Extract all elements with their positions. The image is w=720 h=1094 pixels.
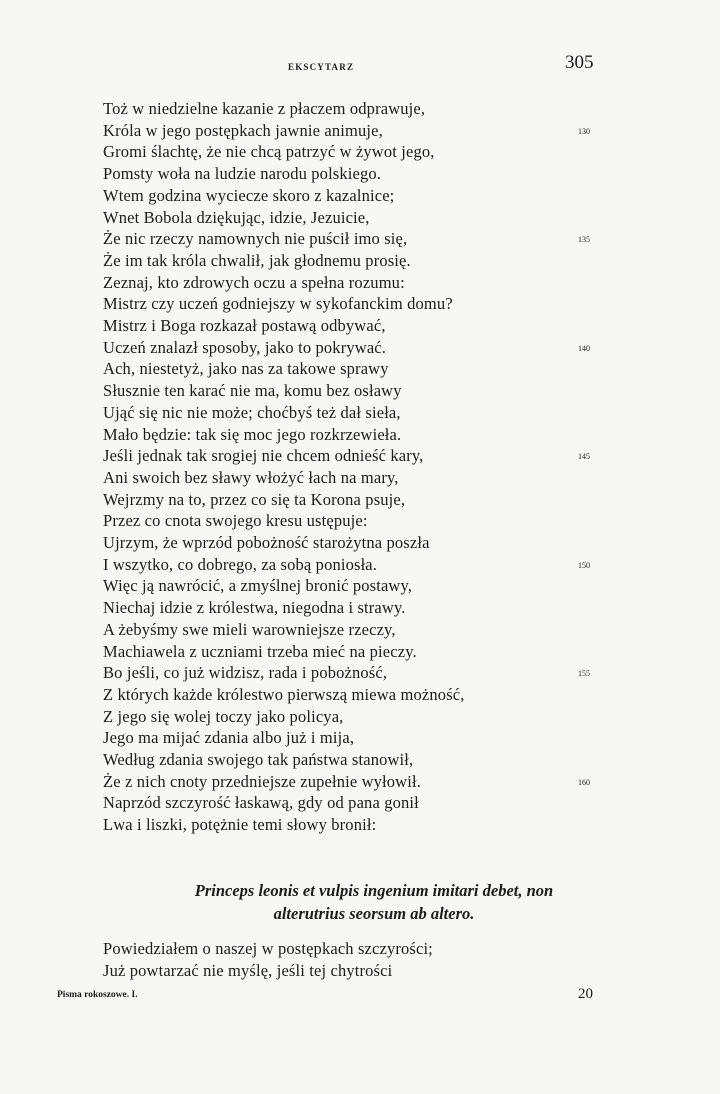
sheet-signature: Pisma rokoszowe. I. — [57, 990, 138, 1000]
verse-line: Króla w jego postępkach jawnie animuje, — [103, 120, 383, 140]
verse-line: Wejrzmy na to, przez co się ta Korona psuje, — [103, 489, 406, 509]
verse-line: Z jego się wolej toczy jako policya, — [103, 706, 344, 726]
verse-line: Wnet Bobola dziękując, idzie, Jezuicie, — [103, 207, 370, 227]
verse-line: Mało będzie: tak się moc jego rozkrzewieła. — [103, 424, 402, 444]
page-number: 305 — [565, 52, 594, 73]
verse-line: Bo jeśli, co już widzisz, rada i pobożność, — [103, 663, 388, 683]
verse-line: Że z nich cnoty przedniejsze zupełnie wyłowił. — [103, 771, 421, 791]
line-number: 155 — [578, 669, 590, 679]
line-number: 130 — [578, 126, 590, 136]
verse-line: Słusznie ten karać nie ma, komu bez osławy — [103, 381, 402, 401]
line-number: 145 — [578, 452, 590, 462]
verse-line: Wtem godzina wyciecze skoro z kazalnice; — [103, 185, 395, 205]
verse-line: Uczeń znalazł sposoby, jako to pokrywać. — [103, 337, 387, 357]
verse-line: Jeśli jednak tak srogiej nie chcem odnieść kary, — [103, 446, 424, 466]
verse-line: Lwa i liszki, potężnie temi słowy bronił: — [103, 815, 377, 835]
verse-line: Z których każde królestwo pierwszą miewa możność, — [103, 684, 465, 704]
sheet-number: 20 — [578, 986, 593, 1002]
line-number: 140 — [578, 343, 590, 353]
verse-line: Naprzód szczyrość łaskawą, gdy od pana gonił — [103, 793, 419, 813]
line-number: 160 — [578, 777, 590, 787]
verse-line: Mistrz i Boga rozkazał postawą odbywać, — [103, 316, 386, 335]
verse-line: A żebyśmy swe mieli warowniejsze rzeczy, — [103, 619, 396, 639]
verse-line: Ująć się nic nie może; choćbyś też dał sieła, — [103, 402, 401, 422]
verse-line: Ujrzym, że wprzód pobożność starożytna poszła — [103, 533, 430, 552]
running-head: EKSCYTARZ — [288, 62, 355, 72]
verse-line: Ani swoich bez sławy włożyć łach na mary, — [103, 467, 399, 487]
latin-heading-line-2: alterutrius seorsum ab altero. — [273, 904, 475, 923]
verse-line: Przez co cnota swojego kresu ustępuje: — [103, 511, 368, 531]
verse-line: Już powtarzać nie myślę, jeśli tej chytrości — [103, 960, 393, 980]
verse-line: Ach, niestetyż, jako nas za takowe sprawy — [103, 359, 389, 379]
latin-heading-line-1: Princeps leonis et vulpis ingenium imitari debet, non — [194, 881, 554, 900]
verse-line: Niechaj idzie z królestwa, niegodna i strawy. — [103, 598, 406, 618]
verse-line: Gromi ślachtę, że nie chcą patrzyć w żywot jego, — [103, 142, 435, 162]
line-number: 135 — [578, 235, 590, 245]
verse-line: Jego ma mijać zdania albo już i mija, — [103, 728, 355, 748]
verse-line: Że nic rzeczy namownych nie puścił imo się, — [103, 229, 408, 249]
verse-line: Powiedziałem o naszej w postępkach szczyrości; — [103, 939, 433, 958]
verse-line: Zeznaj, kto zdrowych oczu a spełna rozumu: — [103, 272, 405, 292]
verse-line: Więc ją nawrócić, a zmyślnej bronić postawy, — [103, 576, 413, 596]
verse-line: Toż w niedzielne kazanie z płaczem odprawuje, — [103, 99, 426, 118]
verse-line: Że im tak króla chwalił, jak głodnemu prosię. — [103, 250, 411, 270]
line-number: 150 — [578, 560, 590, 570]
verse-line: Machiawela z uczniami trzeba mieć na pieczy. — [103, 641, 417, 661]
verse-line: I wszytko, co dobrego, za sobą poniosła. — [103, 554, 378, 574]
verse-line: Według zdania swojego tak państwa stanowił, — [103, 750, 414, 769]
verse-line: Mistrz czy uczeń godniejszy w sykofanckim domu? — [103, 294, 453, 314]
verse-line: Pomsty woła na ludzie narodu polskiego. — [103, 164, 382, 184]
